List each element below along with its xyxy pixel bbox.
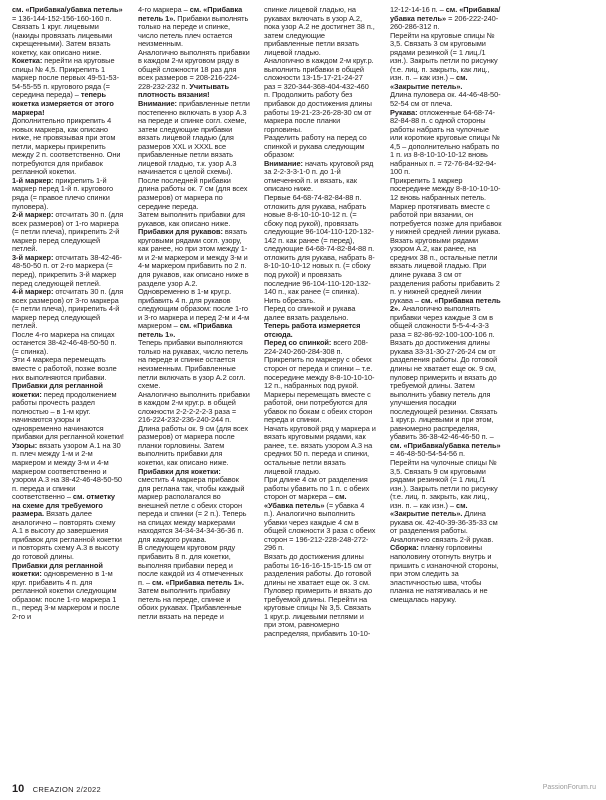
paragraph — [138, 288, 250, 339]
bold-text: см. «Прибавка/убавка петель» — [12, 6, 123, 14]
paragraph — [12, 6, 124, 57]
body-text: сместить 4 маркера прибавок для реглана так, чтобы каждый маркер располагался во внешней петле с обеих сторон переда и спинки (= 2 п.). Теперь на спицах между маркерами находятся 34-34-34-34-36-36 п. для каждого рукава. — [138, 475, 247, 544]
body-text: Прикрепить по маркеру с обеих сторон от переда и спинки – т.е. посередине между 8-8-10-10-10-12 п., набранных под рукой. Маркеры перемещать вместе с работой, они потребуются для убавок по бокам с обеих сторон переда и спинки. — [264, 355, 375, 425]
paragraph — [264, 553, 376, 638]
paragraph — [264, 339, 376, 356]
body-text: Эти 4 маркера перемещать вместе с работой, позже возле них выполняются прибавки. — [12, 355, 117, 382]
paragraph — [12, 562, 124, 622]
body-text: Прибавки выполнять только на переде и спинке, число петель плеч остается неизменным. — [138, 13, 249, 49]
body-text: Перед со спинкой и рукава далее вязать раздельно. — [264, 304, 356, 322]
paragraph — [138, 49, 250, 100]
body-text: Длина работы ок. 9 см (для всех размеров) от маркера после планки горловины. Затем выполнить прибавки для кокетки, как описано ниже. — [138, 423, 249, 467]
body-text: Вязать до достижения длины работы 16-16-16-15-15-15 см от разделения работы. До готовой длины не хватает еще ок. 3 см. Пуловер примерить и вязать до требуемой длины. Перейти на круговые спицы № 3,5. Связать 1 круг.р. лицевыми петлями и при этом, равномерно распределяя, прибавить 10-10- — [264, 552, 373, 638]
body-text: В следующем круговом ряду прибавить 8 п. для кокетки, выполняя прибавки перед и после каждой из 4 отмеченных п. – — [138, 543, 244, 587]
paragraph — [264, 160, 376, 194]
body-text: Перейти на чулочные спицы № 3,5. Связать 9 см круговыми рядами резинкой (= 1 лиц./1 изн.). Закрыть петли по рисунку (т.е. лиц. п. закрыть, как лиц., изн. п. – как изн.) – — [390, 457, 498, 510]
body-text: спинке лицевой гладью, на рукавах включать в узор А.2, пока узор А.2 не достигнет 38 п., затем следующие прибавленные петли вязать лицевой гладью. — [264, 6, 375, 57]
bold-text: Прибавки для кокетки: — [138, 466, 221, 476]
paragraph — [264, 322, 376, 339]
body-text: Вязать круговыми рядами узором А.2, как ранее, на средних 38 п., остальные петли вязать лицевой гладью. При длине рукава 3 см от разделения работы прибавить 2 п. у нижней средней линии рукава – — [390, 235, 500, 305]
bold-text: 2-й маркер: — [12, 210, 54, 220]
paragraph — [12, 331, 124, 357]
bold-text: см. «Прибавка/убавка петель» — [390, 6, 501, 23]
paragraph — [138, 587, 250, 621]
bold-text: Узоры: — [12, 440, 38, 450]
body-text: начать круговой ряд за 2-2-3-3-1-0 п. до 1-й отмеченной п. и вязать, как описано ниже. — [264, 158, 374, 194]
paragraph — [390, 109, 502, 177]
bold-text: Перед со спинкой: — [264, 338, 332, 348]
bold-text: см. отметку на схеме для требуемого размера. — [12, 492, 115, 519]
body-text: При длине 4 см от разделения работы убавить по 1 п. с обеих сторон от маркера – — [264, 475, 370, 502]
body-text: (= убавка 4 п.). Аналогично выполнить убавки через каждые 4 см в общей сложности 3 раза с обеих сторон = 196-212-228-248-272-296 п. — [264, 500, 376, 553]
body-text: одновременно в 1-м круг. прибавить 4 п. для регланной кокетки следующим образом: после 1-го маркера 1 п., перед 3-м маркером и после 2-го и — [12, 569, 120, 621]
bold-text: теперь кокетка измеряется от этого маркера! — [12, 90, 114, 117]
paragraph — [12, 211, 124, 254]
paragraph — [390, 339, 502, 459]
paragraph — [138, 391, 250, 425]
body-text: Начать круговой ряд у маркера и вязать круговыми рядами, как ранее, т.е. вязать узором А.3 на средних 50 п. переда и спинки, остальные петли вязать лицевой гладью. — [264, 423, 376, 476]
bold-text: Прибавки для рукавов: — [138, 227, 223, 237]
body-text: вязать круговыми рядами согл. узору, как ранее, но при этом между 1-м и 2-м маркером и между 3-м и 4-м маркером прибавить по 2 п. для рукавов, как описано ниже в разделе узор А.2. — [138, 227, 249, 288]
body-text: Разделить работу на перед со спинкой и рукава следующим образом: — [264, 133, 367, 160]
body-text: 12-12-14-16 п. – — [390, 6, 446, 14]
body-text: Теперь прибавки выполняются только на рукавах, число петель на переде и спинке остается неизменным. Прибавленные петли включать в узор А.2 согл. схеме. — [138, 338, 249, 391]
paragraph — [264, 134, 376, 160]
watermark: PassionForum.ru — [542, 784, 596, 791]
bold-text: см. «Закрытие петель». — [390, 500, 468, 519]
paragraph — [264, 57, 376, 134]
bold-text: см. «Прибавка петель 1». — [138, 6, 243, 23]
body-text: прибавленные петли постепенно включать в узор А.3 на переде и спинке согл. схеме, затем следующие прибавки вязать лицевой гладью (для размеров XXL и XXXL все прибавленные петли вязать лицевой гладью, т.к. узор А.3 начинается с целой схемы). — [138, 99, 250, 177]
bold-text: см. «Прибавка/убавка петель» — [390, 440, 501, 450]
text-column-4 — [390, 6, 502, 780]
body-text: Вязать до достижения длины рукава 33-31-30-27-26-24 см от разделения работы. До готовой длины не хватает еще ок. 9 см, пуловер примерить и вязать до требуемой длины. Затем выполнить убавку петель для улучшения посадки последующей резинки. Связать 1 круг.р. лицевыми и при этом, равномерно распределяя, убавить 36-38-42-46-46-50 п. – — [390, 338, 498, 442]
page-number: 10 — [12, 783, 25, 795]
bold-text: Внимание: — [264, 158, 303, 168]
bold-text: Прибавки для регланной кокетки: — [12, 381, 103, 399]
text-column-3 — [264, 6, 376, 780]
paragraph — [264, 6, 376, 57]
body-text: Одновременно в 1-м круг.р. прибавить 4 п. для рукавов следующим образом: после 1-го и 3-го маркера и перед 2-м и 4-м маркером – — [138, 287, 250, 331]
body-text: всего 208-224-240-260-284-308 п. — [264, 338, 368, 356]
bold-text: 3-й маркер: — [12, 252, 54, 262]
paragraph — [138, 425, 250, 468]
body-text: Вязать далее аналогично – повторять схему А.1 в высоту до завершения прибавок для регланной кокетки и повторять схему А.3 в высоту до готовой длины. — [12, 509, 122, 561]
body-text: отсчитать 30 п. (для всех размеров) от 1-го маркера (= петли плеча), прикрепить 2-й маркер перед следующей петлей. — [12, 210, 124, 254]
bold-text: см. «Прибавка петель 1». — [138, 321, 233, 339]
body-text: перейти на круговые спицы № 4,5. Прикрепить 1 маркер после первых 49-51-53-54-55-55 п. кругового ряда (= середина переда) – — [12, 56, 119, 100]
body-text: Аналогично выполнять прибавки в каждом 2-м круговом ряду в общей сложности 18 раз для всех размеров = 208-216-224-228-232-232 п. — [138, 47, 250, 91]
paragraph — [390, 459, 502, 544]
paragraph — [138, 544, 250, 587]
bold-text: Рукава: — [390, 107, 418, 117]
text-column-1 — [12, 6, 124, 780]
paragraph — [138, 6, 250, 49]
bold-text: Учитывать плотность вязания! — [138, 81, 229, 100]
body-text: После последней прибавки длина работы ок. 7 см (для всех размеров) от маркера по середине переда. — [138, 175, 248, 211]
paragraph — [390, 32, 502, 92]
paragraph — [138, 177, 250, 211]
paragraph — [12, 288, 124, 331]
body-text: = 136-144-152-156-160-160 п. Связать 1 круг. лицевыми (накиды провязать лицевыми скрещенными). Затем вязать кокетку, как описано ниже. — [12, 13, 113, 57]
body-text: Перейти на круговые спицы № 3,5. Связать 3 см круговыми рядами резинкой (= 1 лиц./1 изн.). Закрыть петли по рисунку (т.е. лиц. п. закрыть, как лиц., изн. п. – как изн.) – — [390, 30, 498, 83]
paragraph — [390, 91, 502, 108]
bold-text: Сборка: — [390, 543, 419, 553]
paragraph — [12, 57, 124, 117]
body-text: Аналогично выполнить прибавки в каждом 2-м круг.р. в общей сложности 2-2-2-2-2-3 раза = 216-224-232-236-240-244 п. — [138, 389, 250, 425]
body-text: прикрепить 1-й маркер перед 1-й п. кругового ряда (= правое плечо спинки пуловера). — [12, 175, 114, 211]
body-text: отложенные 64-68-74-82-84-88 п. с одной стороны работы набрать на чулочные или короткие круговые спицы № 4,5 – дополнительно набрать по 1 п. из 8-8-10-10-10-12 вновь набранных п. = 72-76-84-92-94-100 п. — [390, 107, 500, 177]
body-text: Длина пуловера ок. 44-46-48-50-52-54 см от плеча. — [390, 90, 501, 109]
bold-text: Прибавки для регланной кокетки: — [12, 560, 103, 579]
bold-text: 1-й маркер: — [12, 175, 54, 185]
paragraph — [264, 425, 376, 476]
paragraph — [390, 544, 502, 604]
body-text: Аналогично в каждом 2-м круг.р. выполнить прибавки в общей сложности 13-15-17-21-24-27 раз = 320-344-368-404-432-460 п. Продолжить работу без прибавок до достижения длины работы 19-21-23-26-28-30 см от маркера после планки горловины. — [264, 56, 374, 134]
paragraph — [264, 305, 376, 322]
text-column-2 — [138, 6, 250, 780]
body-text: планку горловины наполовину отогнуть внутрь и пришить с изнаночной стороны, при этом следить за эластичностью шва, чтобы планка не натягивалась и не смещалась наружу. — [390, 543, 499, 604]
page-footer — [12, 779, 212, 793]
paragraph — [12, 117, 124, 177]
bold-text: Кокетка: — [12, 56, 43, 66]
body-text: Аналогично выполнять прибавки через каждые 3 см в общей сложности 5-5-4-4-3-3 раза = 82-86-92-100-100-106 п. — [390, 304, 495, 339]
bold-text: Внимание: — [138, 99, 177, 109]
bold-text: см. «Прибавка петель 1». — [152, 577, 244, 587]
body-text: Затем выполнить прибавку петель на переде, спинке и обоих рукавах. Прибавленные петли вязать на переде и — [138, 586, 242, 621]
paragraph — [138, 100, 250, 177]
paragraph — [12, 382, 124, 442]
paragraph — [138, 228, 250, 288]
body-text: После 4-го маркера на спицах останется 38-42-46-48-50-50 п. (= спинка). — [12, 329, 117, 356]
paragraph — [264, 356, 376, 424]
paragraph — [390, 237, 502, 340]
body-text: = 206-222-240-260-286-312 п. — [390, 13, 499, 32]
paragraph — [138, 468, 250, 545]
bold-text: см. «Прибавка петель 2». — [390, 295, 501, 314]
paragraph — [264, 476, 376, 553]
body-text: Длина рукава ок. 42-40-39-36-35-33 см от разделения работы. Аналогично связать 2-й рукав. — [390, 509, 498, 544]
body-text: отсчитать 38-42-46-48-50-50 п. от 2-го маркера (= перед), прикрепить 3-й маркер перед следующей петлей. — [12, 252, 122, 288]
paragraph — [138, 339, 250, 390]
body-text: Первые 64-68-74-82-84-88 п. отложить для рукава, набрать новые 8-8-10-10-10-12 п. (= сбоку под рукой), провязать следующие 96-104-110-120-132-142 п. как ранее (= перед), следующие 64-68-74-82-84-88 п. отложить для рукава, набрать 8-8-10-10-10-12 новых п. (= сбоку под рукой) и провязать последние 96-104-110-120-132-140 п., как ранее (= спинка). Нить обрезать. — [264, 193, 375, 305]
body-text: вязать узором А.1 на 30 п. плеч между 1-м и 2-м маркером и между 3-м и 4-м маркером соответственно и узором А.3 на 38-42-46-48-50-50 п. переда и спинки соответственно – — [12, 440, 122, 502]
paragraph — [12, 177, 124, 211]
bold-text: 4-й маркер: — [12, 287, 54, 297]
bold-text: см. «Закрытие петель». — [390, 73, 468, 91]
paragraph — [390, 6, 502, 32]
magazine-issue: CREAZION 2/2022 — [32, 785, 101, 794]
paragraph — [138, 211, 250, 228]
bold-text: см. «Убавка петель» — [264, 492, 347, 510]
paragraph — [12, 254, 124, 288]
paragraph — [264, 194, 376, 305]
paragraph — [12, 442, 124, 562]
body-text: отсчитать 30 п. (для всех размеров) от 3-го маркера (= петли плеча), прикрепить 4-й маркер перед следующей петлей. — [12, 287, 124, 331]
bold-text: Теперь работа измеряется отсюда. — [264, 321, 361, 339]
body-text: Прикрепить 1 маркер посередине между 8-8-10-10-10-12 вновь набранных петель. Маркер протягивать вместе с работой при вязании, он потребуется позже для прибавок у нижней средней линии рукава. — [390, 175, 502, 237]
body-text: Дополнительно прикрепить 4 новых маркера, как описано ниже, не провязывая при этом петли, маркеры прикрепить между 2 п. соответственно. Они потребуются для прибавок регланной кокетки. — [12, 116, 121, 177]
paragraph — [12, 356, 124, 382]
body-text: перед продолжением работы прочесть раздел полностью – в 1-м круг. начинаются узоры и одновременно начинаются прибавки для регланной кокетки! — [12, 389, 124, 442]
body-text: 4-го маркера – — [138, 6, 190, 14]
body-text: Затем выполнить прибавки для рукавов, как описано ниже. — [138, 210, 245, 228]
body-text: = 46-48-50-54-54-56 п. — [390, 449, 466, 459]
paragraph — [390, 177, 502, 237]
